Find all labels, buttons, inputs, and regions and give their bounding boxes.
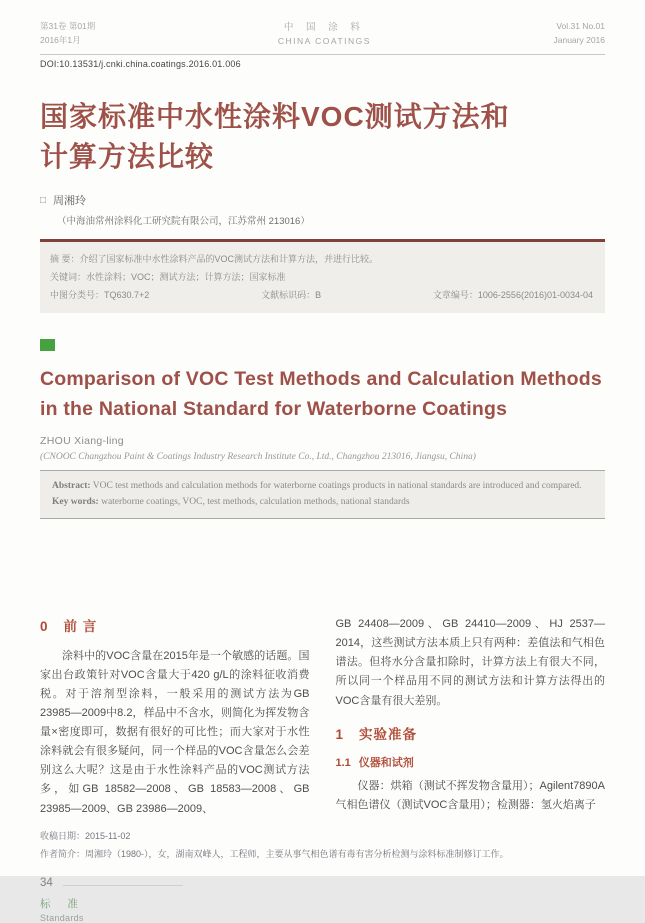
category-tag-en: Standards — [40, 913, 84, 923]
keywords-line-en — [52, 494, 593, 510]
volume-issue-cn: 第31卷 第01期 — [40, 21, 96, 31]
author-row — [40, 192, 605, 208]
body-column-right — [336, 615, 606, 819]
page-footer — [40, 877, 605, 923]
document-code: 文献标识码：B — [261, 290, 322, 301]
journal-name-cn: 中 国 涂 料 — [283, 22, 365, 33]
author-marker-icon: □ — [40, 194, 47, 206]
page-number-row — [40, 877, 605, 889]
paper-title-cn-line1: 国家标准中水性涂料VOC测试方法和 — [40, 100, 510, 132]
author-bio: 作者简介：周湘玲（1980-），女，湖南双峰人，工程师，主要从事气相色谱有毒有害分析检测与涂料标准制修订工作。 — [40, 849, 509, 860]
page-number-rule — [63, 885, 183, 886]
article-body — [40, 615, 605, 819]
section-number: 1 — [335, 726, 345, 742]
received-date: 收稿日期：2015-11-02 — [40, 830, 131, 841]
category-tag-cn: 标 准 — [40, 898, 85, 911]
clc-number: 中图分类号：TQ630.7+2 — [50, 290, 150, 301]
subsection-title: 仪器和试剂 — [358, 757, 414, 770]
paragraph-intro-right: GB 24408—2009、GB 24410—2009、HJ 2537—2014，这些测试方法本质上只有两种：差值法和气相色谱法。但将水分含量扣除时，计算方法上有很大不同，所以同一个样品用不同的测试方法和计算方法得出的VOC含量有很大差别。 — [335, 618, 605, 707]
paragraph-apparatus: 仪器：烘箱（测试不挥发物含量用）；Agilent7890A气相色谱仪（测试VOC含量用）；检测器：氢火焰离子 — [335, 780, 605, 812]
keywords-label-en: Key words: — [52, 496, 99, 507]
classification-line — [50, 286, 593, 304]
abstract-text-en: VOC test methods and calculation methods for waterborne coatings products in national standards are introduced and compared. — [90, 480, 582, 491]
section-title: 前 言 — [63, 619, 98, 635]
body-column-left — [40, 615, 310, 819]
paper-title-en-line1: Comparison of VOC Test Methods and Calculation Methods — [40, 368, 602, 391]
keywords-line-cn — [50, 268, 593, 286]
paragraph-intro-left: 涂料中的VOC含量在2015年是一个敏感的话题。国家出台政策针对VOC含量大于420 g/L的涂料征收消费税。对于溶剂型涂料，一般采用的测试方法为GB 23985—2009中8.2，样品中不含水，则简化为挥发物含量×密度即可，数据有很好的可比性；而大家对于水性涂料就会有很多疑问，同一个样品的VOC含量怎么会差别这么大呢？这是由于水性涂料产品的VOC测试方法多，如GB 18582—2008、GB 18583—2008、GB 23985—2009、GB 23986—2009、 — [40, 649, 310, 815]
author-name-en: ZHOU Xiang-ling — [40, 434, 124, 447]
header-journal-name — [278, 20, 371, 49]
affiliation-cn: （中海油常州涂料化工研究院有限公司，江苏常州 213016） — [57, 216, 310, 228]
category-marker — [40, 339, 55, 351]
abstract-box-en — [40, 470, 605, 519]
journal-name-en: CHINA COATINGS — [277, 36, 371, 47]
journal-header — [40, 20, 605, 49]
header-divider — [40, 54, 605, 55]
abstract-text-cn: 介绍了国家标准中水性涂料产品的VOC测试方法和计算方法，并进行比较。 — [79, 254, 379, 265]
section-number: 0 — [40, 619, 49, 635]
paper-title-cn — [40, 97, 605, 177]
subsection-heading-1-1 — [336, 754, 606, 773]
footnote-block — [40, 829, 605, 862]
abstract-box-cn — [40, 242, 605, 313]
doi-line: DOI:10.13531/j.cnki.china.coatings.2016.01.006 — [40, 58, 241, 69]
abstract-line-en — [52, 478, 593, 494]
date-en: January 2016 — [553, 34, 605, 45]
author-name-cn: 周湘玲 — [53, 195, 87, 208]
article-number: 文章编号：1006-2556(2016)01-0034-04 — [432, 290, 593, 301]
section-heading-1 — [336, 723, 606, 746]
volume-issue-en: Vol.31 No.01 — [556, 21, 605, 31]
keywords-label-cn: 关键词： — [50, 272, 87, 283]
affiliation-en: (CNOOC Changzhou Paint & Coatings Industry Research Institute Co., Ltd., Changzhou 213016, Jiangsu, China) — [40, 451, 476, 462]
paper-title-cn-line2: 计算方法比较 — [40, 140, 215, 172]
keywords-text-en: waterborne coatings, VOC, test methods, calculation methods, national standards — [98, 496, 410, 507]
header-issue-en — [553, 20, 605, 49]
header-issue-cn — [40, 20, 95, 49]
abstract-line-cn — [50, 250, 593, 268]
section-title: 实验准备 — [359, 726, 418, 742]
paper-title-en-line2: in the National Standard for Waterborne Coatings — [40, 397, 508, 420]
subsection-number: 1.1 — [335, 757, 351, 770]
paper-title-en — [40, 365, 605, 424]
page-number: 34 — [40, 877, 53, 890]
abstract-label-cn: 摘 要： — [50, 254, 80, 265]
keywords-text-cn: 水性涂料；VOC；测试方法；计算方法；国家标准 — [86, 272, 286, 283]
abstract-label-en: Abstract: — [52, 480, 91, 491]
section-heading-0 — [40, 615, 310, 638]
date-cn: 2016年1月 — [40, 34, 81, 45]
